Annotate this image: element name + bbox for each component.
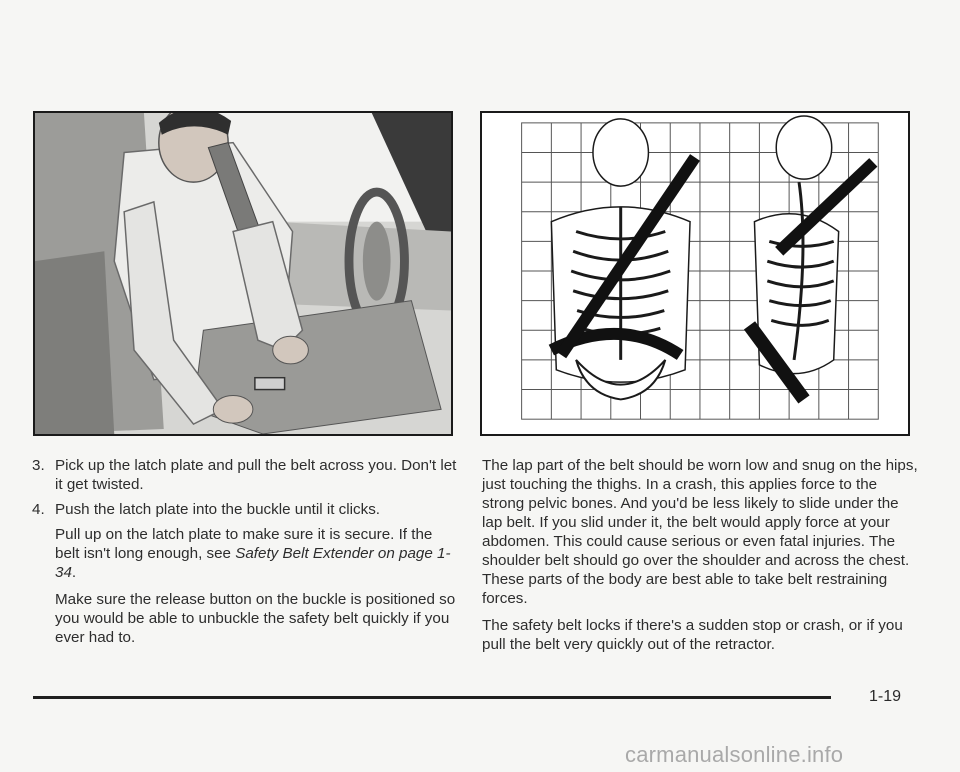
footer-rule — [33, 696, 831, 699]
release-button-paragraph: Make sure the release button on the buckle is positioned so you would be able to unbuckle the safety belt quickly if you ever had to. — [55, 591, 456, 646]
belt-lock-paragraph: The safety belt locks if there's a sudden stop or crash, or if you pull the belt very quickly out of the retractor. — [482, 617, 903, 653]
step-3 — [32, 456, 460, 494]
watermark: carmanualsonline.info — [625, 742, 844, 767]
step-text: Pick up the latch plate and pull the belt across you. Don't let it get twisted. — [55, 457, 457, 493]
cross-reference: Safety Belt Extender on page 1-34 — [55, 545, 451, 581]
instruction-steps — [32, 456, 460, 655]
step-4 — [32, 500, 460, 519]
lap-belt-paragraph: The lap part of the belt should be worn low and snug on the hips, just touching the thighs. In a crash, this applies force to the strong pelvic bones. And you'd be less likely to slide under the lap belt. If you slid under it, the belt would apply force at your abdomen. This could cause serious or even fatal injuries. The shoulder belt should go over the shoulder and across the chest. These parts of the body are best able to take belt restraining forces. — [482, 457, 918, 607]
paragraph-text: Pull up on the latch plate to make sure it is secure. If the belt isn't long enough, see — [55, 526, 433, 562]
man-fastening-lap-belt-icon — [35, 113, 451, 434]
page-number: 1-19 — [869, 688, 902, 705]
latch-check-paragraph — [32, 525, 460, 582]
belt-fastening-illustration — [33, 111, 453, 436]
step-text: Push the latch plate into the buckle until it clicks. — [55, 501, 381, 518]
paragraph-text: . — [71, 564, 77, 581]
skeleton-belt-diagram — [480, 111, 910, 436]
step-number: 3. — [32, 457, 45, 474]
step-number: 4. — [32, 501, 45, 518]
lap-belt-explanation — [482, 456, 918, 662]
skeleton-belt-icon — [482, 113, 908, 434]
